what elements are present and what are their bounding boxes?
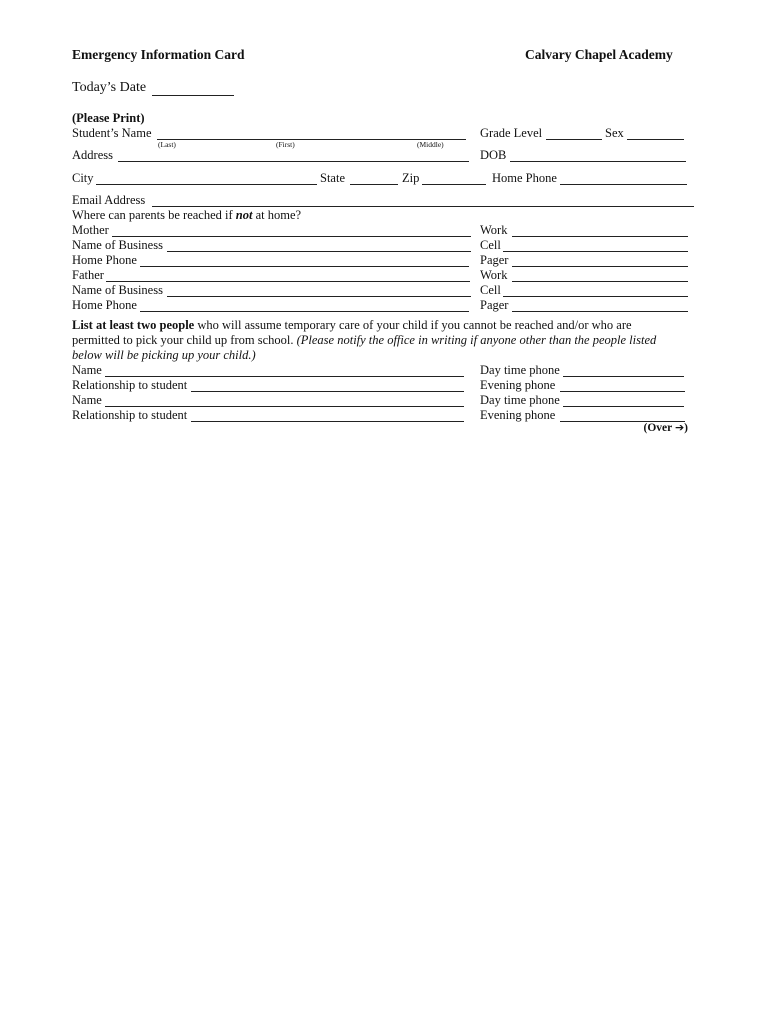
- over-text: (Over: [643, 422, 675, 434]
- father-cell-label: Cell: [480, 283, 501, 297]
- home-phone-label: Home Phone: [492, 171, 557, 185]
- grade-level-label: Grade Level: [480, 126, 543, 140]
- mother-home-phone-label: Home Phone: [72, 253, 137, 267]
- student-name-label: Student’s Name: [72, 126, 152, 140]
- first-name-caption: (First): [276, 140, 295, 149]
- please-print-note: (Please Print): [72, 111, 145, 125]
- mother-home-phone-field[interactable]: [140, 266, 469, 267]
- contact1-evening-phone-label: Evening phone: [480, 378, 556, 392]
- school-name: Calvary Chapel Academy: [525, 47, 673, 62]
- parents-question-end: at home?: [252, 208, 302, 222]
- mother-pager-label: Pager: [480, 253, 509, 267]
- form-title: Emergency Information Card: [72, 47, 245, 62]
- city-field[interactable]: [96, 184, 317, 185]
- father-pager-field[interactable]: [512, 311, 688, 312]
- city-label: City: [72, 171, 94, 185]
- dob-field[interactable]: [510, 161, 686, 162]
- instructions-text: who will assume temporary care of your child if you cannot be reached and/or who are permitted to pick your child up from school.: [72, 318, 632, 347]
- last-name-caption: (Last): [158, 140, 176, 149]
- parents-question-start: Where can parents be reached if: [72, 208, 236, 222]
- parents-question: [72, 208, 301, 222]
- parents-question-emphasis: not: [235, 208, 253, 222]
- contact2-daytime-phone-label: Day time phone: [480, 393, 560, 407]
- contact2-name-label: Name: [72, 393, 102, 407]
- mother-cell-field[interactable]: [503, 251, 688, 252]
- pickup-instructions: [72, 318, 672, 363]
- father-business-label: Name of Business: [72, 283, 163, 297]
- right-arrow-icon: ➔: [674, 421, 685, 434]
- sex-label: Sex: [605, 126, 624, 140]
- contact1-daytime-phone-field[interactable]: [563, 376, 684, 377]
- father-business-field[interactable]: [167, 296, 471, 297]
- mother-pager-field[interactable]: [512, 266, 688, 267]
- over-close: ): [684, 422, 688, 434]
- father-cell-field[interactable]: [503, 296, 688, 297]
- father-name-field[interactable]: [106, 281, 470, 282]
- father-pager-label: Pager: [480, 298, 509, 312]
- mother-name-field[interactable]: [112, 236, 471, 237]
- contact1-name-field[interactable]: [105, 376, 464, 377]
- mother-label: Mother: [72, 223, 109, 237]
- contact2-relationship-label: Relationship to student: [72, 408, 188, 422]
- mother-business-label: Name of Business: [72, 238, 163, 252]
- father-home-phone-label: Home Phone: [72, 298, 137, 312]
- email-address-field[interactable]: [152, 206, 694, 207]
- zip-field[interactable]: [422, 184, 486, 185]
- mother-cell-label: Cell: [480, 238, 501, 252]
- contact2-name-field[interactable]: [105, 406, 464, 407]
- contact1-relationship-field[interactable]: [191, 391, 464, 392]
- contact1-name-label: Name: [72, 363, 102, 377]
- state-field[interactable]: [350, 184, 398, 185]
- mother-work-label: Work: [480, 223, 508, 237]
- state-label: State: [320, 171, 345, 185]
- contact1-relationship-label: Relationship to student: [72, 378, 188, 392]
- father-home-phone-field[interactable]: [140, 311, 469, 312]
- zip-label: Zip: [402, 171, 420, 185]
- middle-name-caption: (Middle): [417, 140, 444, 149]
- mother-business-field[interactable]: [167, 251, 471, 252]
- dob-label: DOB: [480, 148, 507, 162]
- father-label: Father: [72, 268, 104, 282]
- email-address-label: Email Address: [72, 193, 146, 207]
- instructions-italic-note: (Please notify the office in writing if anyone other than the people listed below will be picking up your child.): [72, 333, 657, 362]
- father-work-label: Work: [480, 268, 508, 282]
- over-note: [644, 421, 688, 435]
- address-label: Address: [72, 148, 113, 162]
- todays-date-label: Today’s Date: [72, 80, 147, 95]
- contact2-evening-phone-label: Evening phone: [480, 408, 556, 422]
- grade-level-field[interactable]: [546, 139, 602, 140]
- home-phone-field[interactable]: [560, 184, 687, 185]
- contact2-daytime-phone-field[interactable]: [563, 406, 684, 407]
- father-work-field[interactable]: [512, 281, 688, 282]
- sex-field[interactable]: [627, 139, 684, 140]
- todays-date-field[interactable]: [152, 95, 234, 96]
- instructions-bold: List at least two people: [72, 318, 195, 332]
- contact2-relationship-field[interactable]: [191, 421, 464, 422]
- address-field[interactable]: [118, 161, 469, 162]
- contact1-evening-phone-field[interactable]: [560, 391, 685, 392]
- mother-work-field[interactable]: [512, 236, 688, 237]
- contact1-daytime-phone-label: Day time phone: [480, 363, 560, 377]
